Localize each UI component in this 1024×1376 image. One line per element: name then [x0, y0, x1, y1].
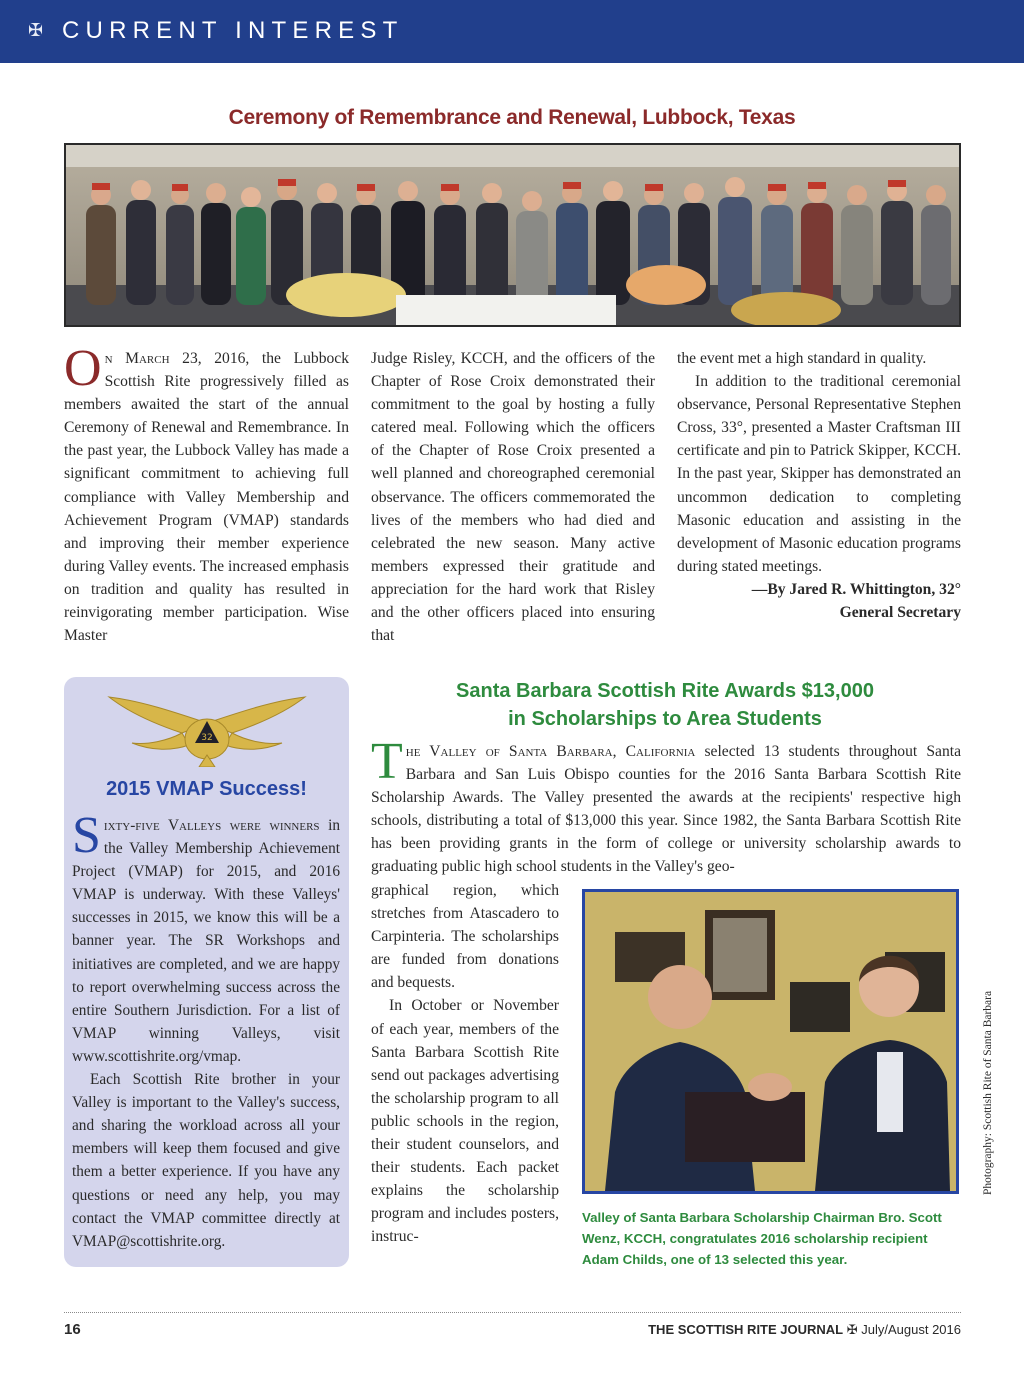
- article-title-santa-barbara: [372, 677, 958, 733]
- paragraph: 23, 2016, the Lubbock Scottish Rite progressively filled as members awaited the start of the annual Ceremony of Renewal and Remembrance. In the past year, the Lubbock Valley has made a significant commitment to achieving full compliance with Valley Membership and Achievement Program (VMAP) standards and improving their member experience during Valley events. The increased emphasis on tradition and quality has resulted in reinvigorating member participation. Wise Master: [64, 350, 350, 645]
- cross-icon: ✠: [846, 1322, 862, 1337]
- paragraph: In addition to the traditional ceremonial observance, Personal Representative Stephen Cross, 33°, presented a Master Craftsman III certificate and pin to Patrick Skipper, KCCH. In the past year, Skipper has demonstrated an uncommon dedication to completing Masonic education and assisting in the development of Masonic education programs during stated meetings.: [677, 373, 961, 575]
- paragraph: In October or November of each year, members of the Santa Barbara Scottish Rite send out packages advertising the scholarship program to all public schools in the region, their student counselors, and their students. Each packet explains the scholarship program and includes posters, instruc-: [371, 997, 559, 1246]
- scholarship-photo: [582, 889, 959, 1194]
- title-line: in Scholarships to Area Students: [508, 708, 822, 730]
- journal-name: THE SCOTTISH RITE JOURNAL: [648, 1322, 844, 1337]
- paragraph: selected 13 students throughout Santa Barbara and San Luis Obispo counties for the 2016 Santa Barbara Scottish Rite Scholarship Awards. The Valley presented the awards at the recipients' respective high schools, distributing a total of $13,000 this year. Since 1982, the Santa Barbara Scottish Rite has been providing grants in the form of college or university scholarship awards to graduating public high school students in the Valley's geo-: [371, 743, 962, 876]
- article2-column: [371, 879, 559, 1249]
- dropcap: T: [371, 733, 403, 790]
- dropcap: O: [64, 340, 102, 397]
- article-title-lubbock: Ceremony of Remembrance and Renewal, Lubbock, Texas: [228, 106, 796, 129]
- sidebar-body: [72, 807, 340, 1253]
- article1-column-1: [64, 340, 350, 647]
- photo-credit: Photography: Scottish Rite of Santa Barbara: [982, 990, 994, 1195]
- cross-icon: ✠: [28, 20, 44, 41]
- footer-divider: [64, 1312, 961, 1313]
- title-line: Santa Barbara Scottish Rite Awards $13,000: [456, 680, 874, 702]
- group-photo: [64, 143, 961, 327]
- double-eagle-emblem-icon: [107, 693, 307, 767]
- article1-column-3: [677, 347, 961, 624]
- byline-author: —By Jared R. Whittington, 32°: [751, 580, 961, 598]
- byline-title: General Secretary: [839, 604, 961, 622]
- paragraph: in the Valley Membership Achievement Project (VMAP) for 2015, and 2016 VMAP is underway. With these Valleys' successes in 2015, we know this will be a banner year. The SR Workshops and initiatives are completed, and we are happy to report overwhelming success across the entire Southern Jurisdiction. For a list of VMAP winning Valleys, visit www.scottishrite.org/vmap.: [72, 817, 340, 1065]
- section-header-bar: [0, 0, 1024, 63]
- footer-journal: [648, 1322, 961, 1338]
- section-title: CURRENT INTEREST: [62, 17, 404, 44]
- sidebar-title: 2015 VMAP Success!: [106, 778, 307, 800]
- paragraph: the event met a high standard in quality.: [677, 350, 927, 367]
- lead-in: he Valley of Santa Barbara, California: [405, 743, 696, 760]
- page-number: 16: [64, 1321, 81, 1338]
- issue-date: July/August 2016: [861, 1322, 961, 1337]
- paragraph: Each Scottish Rite brother in your Valley is important to the Valley's success, and sharing the workload across all your members will keep them focused and give them a better experience. If you have any questions or need any help, you may contact the VMAP committee directly at VMAP@scottishrite.org.: [72, 1071, 340, 1250]
- paragraph: Judge Risley, KCCH, and the officers of the Chapter of Rose Croix demonstrated their commitment to the goal by hosting a fully catered meal. Following which the officers of the Chapter of Rose Croix presented a well planned and choreographed ceremonial observance. The officers commemorated the lives of the members who had died and celebrated the new season. Many active members expressed their gratitude and appreciation for the hard work that Risley and the other officers placed into ensuring that: [371, 350, 655, 645]
- lead-in: ixty-five Valleys were winners: [103, 817, 320, 834]
- lead-in: n March: [104, 350, 170, 367]
- svg-text:32: 32: [201, 733, 213, 743]
- photo-caption: Valley of Santa Barbara Scholarship Chairman Bro. Scott Wenz, KCCH, congratulates 2016 scholarship recipient Adam Childs, one of 13 selected this year.: [582, 1210, 942, 1267]
- article2-intro: [371, 733, 962, 879]
- article1-column-2: [371, 347, 655, 647]
- dropcap: S: [72, 807, 101, 864]
- paragraph: graphical region, which stretches from Atascadero to Carpinteria. The scholarships are funded from donations and bequests.: [371, 882, 559, 992]
